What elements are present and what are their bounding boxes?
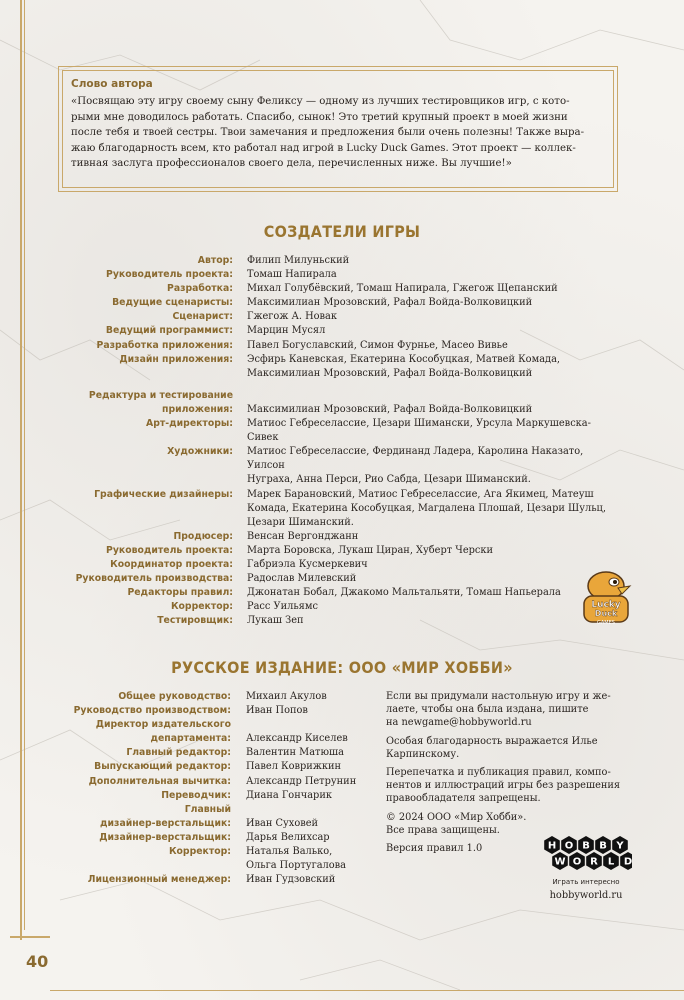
credit-role: Разработка: [167,283,233,295]
russian-edition-info [386,690,634,860]
credit-name-line: Ольга Португалова [246,860,347,872]
credit-row [30,690,390,704]
credit-role: Ведущий программист: [105,325,233,337]
info-line: © 2024 ООО «Мир Хобби». [386,811,527,823]
credit-name-line: Гжегож А. Новак [247,311,338,323]
credit-row [60,544,620,558]
credit-name-line: Павел Богуславский, Симон Фурнье, Масео Вивье [247,339,508,351]
info-line: лаете, чтобы она была издана, пишите [386,704,589,716]
hex-letter: W [554,856,566,868]
author-note-title: Слово автора [71,78,153,90]
credit-role: Главный редактор: [126,747,231,759]
hex-letter: B [599,840,607,852]
credit-names [247,254,620,268]
author-note-line: тивная заслуга профессионалов своего дела, перечисленных ниже. Вы лучшие!» [71,158,512,170]
credit-names [247,572,620,586]
credit-row [30,817,390,831]
hex-letter: O [564,840,574,852]
page-number: 40 [26,952,49,971]
credit-role: Дизайнер-верстальщик: [99,831,231,843]
hex-letter: D [623,856,632,868]
credit-names [247,268,620,282]
hex-letter: Y [616,840,624,852]
hex-letter: L [607,856,615,868]
author-note-line: рыми мне доводилось работать. Спасибо, сынок! Это третий крупный проект в моей жизни [71,111,568,123]
credit-row [30,789,390,803]
info-line: Особая благодарность выражается Илье [386,735,598,747]
credit-names [247,600,620,614]
credit-row [60,353,620,381]
credit-role: Арт-директоры: [146,418,233,430]
credit-role: Главный [184,803,231,815]
credit-name-line: Марек Барановский, Матиос Гебреселассие, Ага Якимец, Матеуш [247,488,594,500]
credit-row [60,614,620,628]
credit-names [246,817,390,831]
credit-names [247,586,620,600]
credit-row [60,254,620,268]
credit-role: Разработка приложения: [96,339,233,351]
credit-name-line: Эсфирь Каневская, Екатерина Кособуцкая, Матвей Комада, [247,353,561,365]
credit-names [247,530,620,544]
credit-row [60,558,620,572]
credit-row [30,746,390,760]
frame-line-vertical-inner [24,0,25,930]
author-note-line: «Посвящаю эту игру своему сыну Феликсу — одному из лучших тестировщиков игр, с кото- [71,96,570,108]
credit-row [60,296,620,310]
credit-role: Ведущие сценаристы: [112,297,233,309]
credit-role: Директор издательского [95,719,231,731]
credit-names [247,544,620,558]
credit-names [246,732,390,746]
hex-letter: O [572,856,582,868]
credit-names [246,845,390,873]
credit-role: Руководитель проекта: [106,269,233,281]
credit-row [30,845,390,873]
credit-names [246,690,390,704]
credit-names [247,339,620,353]
credit-name-line: Матиос Гебреселассие, Цезари Шимански, Урсула Маркушевска-Сивек [247,418,591,444]
credit-role: приложения: [162,403,233,415]
credit-role: Редактура и тестирование [88,389,233,401]
credit-name-line: Радослав Милевский [247,573,357,585]
credit-name-line: Максимилиан Мрозовский, Рафал Войда-Волковицкий [247,403,533,415]
credit-name-line: Иван Суховей [246,817,319,829]
credit-name-line: Максимилиан Мрозовский, Рафал Войда-Волковицкий [247,297,533,309]
credit-role: Дополнительная вычитка: [88,775,231,787]
credit-names [247,353,620,381]
credit-name-line: Габриэла Кусмеркевич [247,558,368,570]
credit-names [247,389,620,403]
row-gap [60,381,620,389]
credit-row [30,803,390,817]
info-line: Все права защищены. [386,824,500,836]
credit-names [247,296,620,310]
russian-edition-title: РУССКОЕ ИЗДАНИЕ: ООО «МИР ХОББИ» [171,658,513,677]
credit-name-line: Цезари Шиманский. [247,516,354,528]
credit-role: Координатор проекта: [110,558,233,570]
credit-names [247,488,620,530]
credit-name-line: Максимилиан Мрозовский, Рафал Войда-Волковицкий [247,367,533,379]
credit-name-line: Иван Попов [246,705,308,717]
credit-row [60,488,620,530]
frame-line-vertical [20,0,22,940]
credit-name-line: Иван Гудзовский [246,874,336,886]
credit-row [60,339,620,353]
credit-row [60,417,620,445]
hobby-world-logo [540,836,632,901]
credit-names [246,704,390,718]
credit-name-line: Лукаш Зеп [247,615,304,627]
credit-names [246,746,390,760]
info-paragraph [386,735,634,761]
credit-names [247,403,620,417]
lucky-duck-logo-text: Lucky [591,600,621,610]
credit-name-line: Михаил Акулов [246,691,327,702]
credit-name-line: Джонатан Бобал, Джакомо Мальтальяти, Томаш Напьерала [247,587,561,599]
lucky-duck-logo [578,566,634,630]
credit-name-line: Марта Боровска, Лукаш Циран, Хуберт Черски [247,544,494,556]
hobby-world-hexagons [540,836,632,872]
credit-names [246,803,390,817]
info-line: Карпинскому. [386,748,460,760]
credit-row [60,389,620,403]
credit-role: Графические дизайнеры: [94,488,233,500]
author-note-box [58,66,618,192]
credit-role: Руководитель проекта: [106,544,233,556]
credit-name-line: Александр Петрунин [246,775,357,787]
credit-role: Руководство производством: [73,705,231,717]
credit-row [30,718,390,732]
credit-name-line: Расс Уильямс [247,601,318,613]
credit-names [247,324,620,338]
credit-row [60,445,620,487]
credit-name-line: Филип Милуньский [247,255,350,266]
credit-role: Тестировщик: [157,615,233,627]
credit-name-line [247,389,620,403]
credit-role: Выпускающий редактор: [94,761,231,773]
credit-role: департамента: [150,733,231,745]
credit-row [30,775,390,789]
hex-letter: H [547,840,557,852]
credit-names [247,614,620,628]
creators-title: СОЗДАТЕЛИ ИГРЫ [263,222,421,241]
credit-row [60,403,620,417]
info-line: Версия правил 1.0 [386,843,483,855]
credit-role: Общее руководство: [118,691,231,702]
info-paragraph [386,690,634,730]
russian-credits-list [30,690,390,887]
credit-role: Корректор: [170,601,233,613]
credit-name-line: Нуграха, Анна Перси, Рио Сабда, Цезари Шиманский. [247,474,531,486]
hex-letter: B [582,840,590,852]
credit-names [246,760,390,774]
credit-row [30,873,390,887]
credit-row [60,600,620,614]
credit-names [247,445,620,487]
creators-credits-list [60,254,620,628]
credit-name-line: Павел Коврижкин [246,761,342,773]
author-note-line: после тебя и твоей сестры. Твои замечания и предложения были очень полезны! Также выра- [71,127,585,139]
credit-row [60,310,620,324]
credit-row [60,572,620,586]
credit-names [246,789,390,803]
credit-name-line: Диана Гончарик [246,789,332,801]
credit-name-line: Венсан Вергонджанн [247,530,359,542]
credit-name-line: Комада, Екатерина Кособуцкая, Магдалена Плошай, Цезари Шульц, [247,502,606,514]
credit-role: Корректор: [168,846,231,858]
info-line: Перепечатка и публикация правил, компо- [386,767,611,779]
credit-row [30,704,390,718]
credit-names [247,558,620,572]
credit-names [246,831,390,845]
credit-row [30,831,390,845]
credit-names [247,282,620,296]
credit-role: Редакторы правил: [127,587,233,599]
lucky-duck-logo-text: GAMES [597,620,615,626]
credit-name-line: Александр Киселев [246,733,348,745]
frame-bottom-edge [50,990,684,991]
hex-letter: R [590,856,598,868]
credit-role: Сценарист: [172,311,233,323]
credit-names [247,417,620,445]
credit-role: Лицензионный менеджер: [87,874,231,886]
credit-name-line: Михал Голубёвский, Томаш Напирала, Гжегож Щепанский [247,283,558,295]
info-line: нентов и иллюстраций игры без разрешения [386,780,621,792]
hobby-world-url: hobbyworld.ru [549,890,623,901]
credit-role: Дизайн приложения: [119,353,233,365]
lucky-duck-logo-text: Duck [594,609,618,618]
hobby-world-tagline: Играть интересно [552,878,620,886]
frame-corner [10,936,50,938]
credit-row [30,732,390,746]
info-paragraph [386,811,634,837]
credit-role: Автор: [197,255,233,266]
credit-row [60,282,620,296]
credit-name-line: Марцин Мусял [247,325,326,337]
credit-name-line [246,803,390,817]
credit-role: Руководитель производства: [75,573,233,585]
credit-name-line: Томаш Напирала [247,269,337,281]
credit-names [247,310,620,324]
credit-row [60,324,620,338]
credit-role: дизайнер-верстальщик: [100,817,231,829]
credit-names [246,873,390,887]
credit-names [246,718,390,732]
credit-role: Художники: [167,446,233,458]
info-paragraph [386,766,634,806]
credit-name-line: Матиос Гебреселассие, Фердинанд Ладера, Каролина Наказато, Уилсон [247,446,584,472]
credit-row [60,530,620,544]
credit-row [60,586,620,600]
credit-role: Переводчик: [161,789,231,801]
credit-name-line [246,718,390,732]
credit-role: Продюсер: [173,530,233,542]
credit-name-line: Дарья Велихсар [246,831,330,843]
credit-name-line: Валентин Матюша [246,747,344,759]
credit-row [30,760,390,774]
info-line: Если вы придумали настольную игру и же- [386,691,611,702]
credit-name-line: Наталья Валько, [246,846,333,858]
credit-row [60,268,620,282]
credit-names [246,775,390,789]
info-line: на newgame@hobbyworld.ru [386,717,532,729]
info-line: правообладателя запрещены. [386,793,541,805]
author-note-line: жаю благодарность всем, кто работал над игрой в Lucky Duck Games. Этот проект — коллек- [71,142,576,154]
